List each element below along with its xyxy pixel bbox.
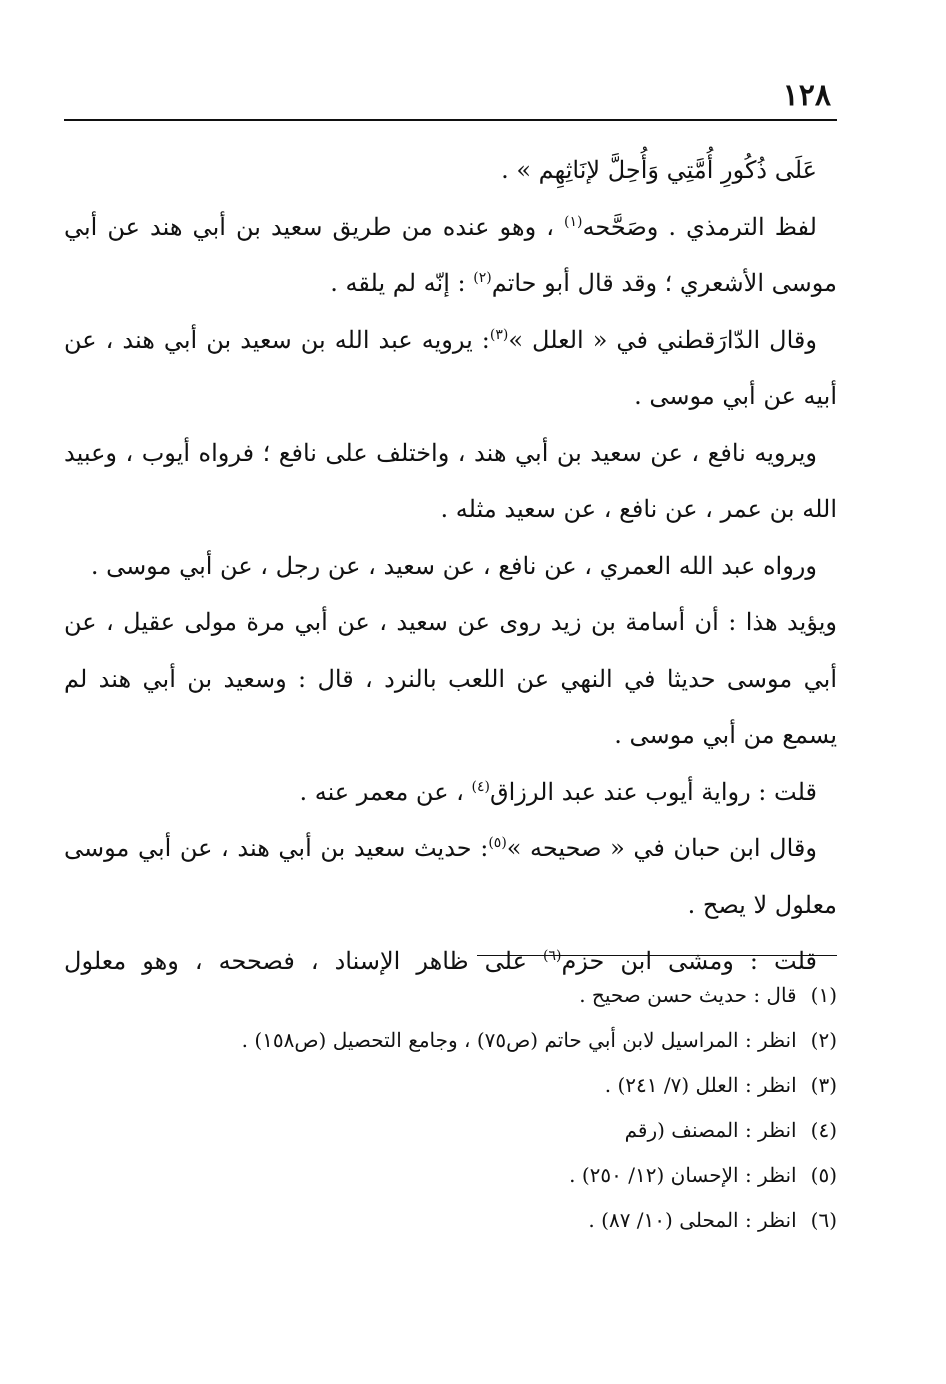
footnote-text: انظر : الإحسان (١٢/ ٢٥٠) . <box>569 1163 797 1187</box>
main-text <box>64 142 837 990</box>
footnote-number: (٢) <box>810 1028 837 1052</box>
footnote-ref-6: (٦) <box>542 948 562 964</box>
paragraph-ibn-hibban <box>64 820 837 933</box>
footnote-ref-3: (٣) <box>489 326 509 343</box>
footnote-ref-5: (٥) <box>488 835 507 851</box>
footnote-2 <box>64 1018 837 1063</box>
text-run: وقال الدّارَقطني في « العلل » <box>508 325 817 354</box>
text-run: قلت : رواية أيوب عند عبد الرزاق <box>490 777 817 806</box>
text-run: وقال ابن حبان في « صحيحه » <box>506 834 817 862</box>
text-run: ، عن معمر عنه . <box>299 777 472 806</box>
footnote-ref-1: (١) <box>564 213 583 230</box>
text-run: : حديث سعيد بن أبي هند ، عن أبي موسى معلول لا يصح . <box>64 834 837 919</box>
footnote-number: (٤) <box>810 1118 837 1142</box>
footnote-4 <box>64 1108 837 1153</box>
header-rule <box>64 119 837 121</box>
text-run: ويرويه نافع ، عن سعيد بن أبي هند ، واختلف على نافع ؛ فرواه أيوب ، وعبيد الله بن عمر ، عن نافع ، عن سعيد مثله . <box>64 438 837 523</box>
text-run: لفظ الترمذي . وصَحَّحه <box>582 212 817 241</box>
paragraph-hadith-end <box>64 142 837 199</box>
footnote-number: (٣) <box>810 1073 837 1097</box>
footnote-3 <box>64 1063 837 1108</box>
footnote-number: (٥) <box>810 1163 837 1187</box>
paragraph-tirmidhi <box>64 199 837 312</box>
text-run: : يرويه عبد الله بن سعيد بن أبي هند ، عن أبيه عن أبي موسى . <box>64 325 837 410</box>
footnote-number: (١) <box>810 983 837 1007</box>
text-run: ، وهو عنده من طريق سعيد بن أبي هند عن أبي موسى الأشعري ؛ وقد قال أبو حاتم <box>64 212 837 297</box>
footnote-text: قال : حديث حسن صحيح . <box>579 983 797 1007</box>
text-run: على ظاهر الإسناد ، فصححه ، وهو معلول <box>64 947 543 975</box>
footnote-text: انظر : المصنف (رقم <box>624 1118 797 1142</box>
footnotes <box>64 973 837 1243</box>
paragraph-usama <box>64 594 837 764</box>
footnote-6 <box>64 1198 837 1243</box>
text-run: قلت : ومشى ابن حزم <box>561 947 818 975</box>
paragraph-umari <box>64 538 837 595</box>
hadith-text: عَلَى ذُكُورِ أُمَّتِي وَأُحِلَّ لإنَاثِهِم » . <box>501 156 817 184</box>
footnote-1 <box>64 973 837 1018</box>
footnote-5 <box>64 1153 837 1198</box>
paragraph-nafi <box>64 425 837 538</box>
footnote-ref-2: (٢) <box>473 270 492 286</box>
footnote-number: (٦) <box>810 1208 837 1232</box>
footnote-ref-4: (٤) <box>471 778 490 795</box>
text-run: : إنّه لم يلقه . <box>330 269 474 297</box>
footnote-text: انظر : المراسيل لابن أبي حاتم (ص٧٥) ، وجامع التحصيل (ص١٥٨) . <box>241 1028 797 1052</box>
paragraph-ayyub <box>64 764 837 821</box>
footnote-text: انظر : العلل (٧/ ٢٤١) . <box>604 1073 797 1097</box>
footnote-text: انظر : المحلى (١٠/ ٨٧) . <box>588 1208 797 1232</box>
text-run: ورواه عبد الله العمري ، عن نافع ، عن سعيد ، عن رجل ، عن أبي موسى . <box>90 551 817 580</box>
footnote-separator <box>477 955 837 956</box>
page-number: ١٢٨ <box>782 78 831 113</box>
paragraph-daraqutni <box>64 312 837 425</box>
text-run: ويؤيد هذا : أن أسامة بن زيد روى عن سعيد ، عن أبي مرة مولى عقيل ، عن أبي موسى حديثا في النهي عن اللعب بالنرد ، قال : وسعيد بن أبي هند لم يسمع من أبي موسى . <box>64 608 837 749</box>
